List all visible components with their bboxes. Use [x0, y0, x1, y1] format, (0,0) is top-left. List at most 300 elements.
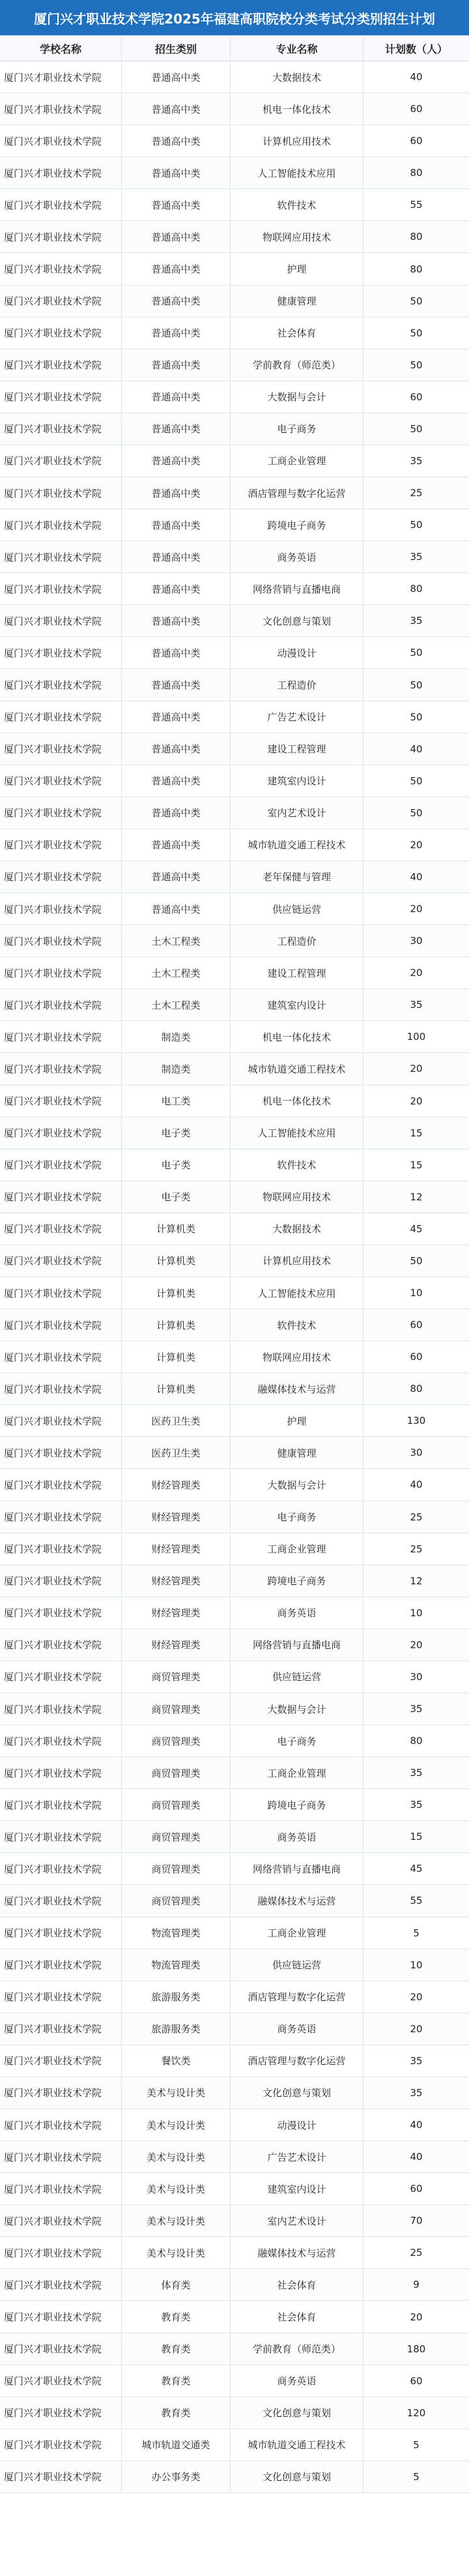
cell-major: 商务英语	[231, 541, 363, 572]
cell-plan-count: 50	[410, 679, 423, 691]
cell-plan-count: 100	[406, 1031, 426, 1043]
cell-plan-count: 80	[410, 263, 423, 275]
cell-major: 大数据与会计	[231, 1693, 363, 1725]
cell-school-name: 厦门兴才职业技术学院	[0, 413, 122, 445]
cell-plan-count: 80	[410, 1735, 423, 1747]
cell-school-name: 厦门兴才职业技术学院	[0, 349, 122, 381]
cell-category: 普通高中类	[122, 829, 231, 861]
cell-plan-count: 55	[410, 1895, 423, 1907]
cell-category: 商贸管理类	[122, 1757, 231, 1788]
table-row	[0, 1086, 469, 1118]
cell-major: 护理	[231, 253, 363, 284]
cell-category: 物流管理类	[122, 1917, 231, 1949]
table-row	[0, 829, 469, 861]
cell-major: 软件技术	[231, 1149, 363, 1181]
cell-category: 美术与设计类	[122, 2141, 231, 2172]
cell-major: 广告艺术设计	[231, 2141, 363, 2172]
cell-category: 普通高中类	[122, 157, 231, 188]
table-row	[0, 1309, 469, 1341]
table-row	[0, 1213, 469, 1245]
cell-plan-count: 10	[410, 1606, 423, 1619]
cell-school-name: 厦门兴才职业技术学院	[0, 1661, 122, 1693]
cell-plan-count: 60	[410, 1319, 423, 1331]
cell-category: 财经管理类	[122, 1533, 231, 1565]
cell-plan-count: 35	[410, 454, 423, 467]
cell-plan-count: 15	[410, 1159, 423, 1171]
table-row	[0, 797, 469, 829]
cell-school-name: 厦门兴才职业技术学院	[0, 477, 122, 509]
cell-plan-count: 60	[410, 391, 423, 403]
cell-major: 工商企业管理	[231, 445, 363, 477]
cell-major: 跨境电子商务	[231, 1789, 363, 1820]
cell-category: 医药卫生类	[122, 1437, 231, 1468]
cell-school-name: 厦门兴才职业技术学院	[0, 2205, 122, 2236]
cell-school-name: 厦门兴才职业技术学院	[0, 1405, 122, 1436]
cell-plan-count: 35	[410, 1767, 423, 1779]
table-row	[0, 125, 469, 157]
table-row	[0, 573, 469, 605]
table-row	[0, 893, 469, 925]
cell-plan-count: 50	[410, 295, 423, 307]
cell-category: 普通高中类	[122, 189, 231, 220]
table-row	[0, 1053, 469, 1085]
cell-major: 室内艺术设计	[231, 2205, 363, 2236]
cell-category: 办公事务类	[122, 2461, 231, 2493]
cell-plan-count: 60	[410, 103, 423, 115]
header-school-name: 学校名称	[0, 36, 122, 61]
cell-category: 普通高中类	[122, 605, 231, 636]
table-row	[0, 605, 469, 637]
cell-school-name: 厦门兴才职业技术学院	[0, 1118, 122, 1149]
table-row	[0, 541, 469, 573]
cell-plan-count: 50	[410, 327, 423, 339]
table-row	[0, 1277, 469, 1309]
cell-plan-count: 35	[410, 2054, 423, 2067]
cell-major: 软件技术	[231, 1309, 363, 1340]
cell-major: 跨境电子商务	[231, 509, 363, 540]
cell-plan-count: 12	[410, 1575, 423, 1587]
table-row	[0, 989, 469, 1021]
header-major: 专业名称	[231, 36, 363, 61]
table-row	[0, 669, 469, 701]
cell-major: 机电一体化技术	[231, 93, 363, 125]
cell-school-name: 厦门兴才职业技术学院	[0, 1437, 122, 1468]
cell-major: 供应链运营	[231, 893, 363, 925]
table-row	[0, 2269, 469, 2301]
cell-school-name: 厦门兴才职业技术学院	[0, 605, 122, 636]
table-row	[0, 733, 469, 765]
cell-plan-count: 50	[410, 647, 423, 659]
cell-plan-count: 40	[410, 2151, 423, 2163]
cell-plan-count: 80	[410, 1383, 423, 1395]
cell-major: 室内艺术设计	[231, 797, 363, 829]
cell-school-name: 厦门兴才职业技术学院	[0, 2301, 122, 2332]
cell-school-name: 厦门兴才职业技术学院	[0, 381, 122, 413]
cell-school-name: 厦门兴才职业技术学院	[0, 1917, 122, 1949]
cell-category: 制造类	[122, 1021, 231, 1052]
cell-category: 财经管理类	[122, 1629, 231, 1661]
table-row	[0, 1437, 469, 1469]
cell-school-name: 厦门兴才职业技术学院	[0, 2397, 122, 2429]
table-row	[0, 2013, 469, 2045]
cell-school-name: 厦门兴才职业技术学院	[0, 1181, 122, 1213]
cell-major: 老年保健与管理	[231, 861, 363, 893]
cell-plan-count: 20	[410, 1063, 423, 1075]
cell-school-name: 厦门兴才职业技术学院	[0, 1373, 122, 1404]
cell-school-name: 厦门兴才职业技术学院	[0, 2077, 122, 2109]
table-row	[0, 2045, 469, 2077]
cell-plan-count: 12	[410, 1191, 423, 1203]
cell-plan-count: 25	[410, 1543, 423, 1555]
cell-major: 商务英语	[231, 1821, 363, 1852]
cell-plan-count: 5	[413, 2438, 419, 2451]
cell-major: 广告艺术设计	[231, 702, 363, 733]
cell-category: 电子类	[122, 1149, 231, 1181]
table-row	[0, 1118, 469, 1149]
cell-major: 文化创意与策划	[231, 605, 363, 636]
cell-plan-count: 40	[410, 2119, 423, 2131]
cell-plan-count: 30	[410, 935, 423, 947]
cell-school-name: 厦门兴才职业技术学院	[0, 541, 122, 572]
cell-category: 美术与设计类	[122, 2237, 231, 2268]
cell-major: 物联网应用技术	[231, 1341, 363, 1372]
cell-school-name: 厦门兴才职业技术学院	[0, 1693, 122, 1725]
cell-major: 工商企业管理	[231, 1533, 363, 1565]
table-row	[0, 93, 469, 125]
cell-category: 计算机类	[122, 1309, 231, 1340]
cell-category: 财经管理类	[122, 1565, 231, 1597]
cell-school-name: 厦门兴才职业技术学院	[0, 1981, 122, 2013]
cell-school-name: 厦门兴才职业技术学院	[0, 765, 122, 797]
cell-school-name: 厦门兴才职业技术学院	[0, 1821, 122, 1852]
table-row	[0, 2301, 469, 2333]
table-row	[0, 702, 469, 733]
cell-major: 健康管理	[231, 286, 363, 317]
cell-category: 商贸管理类	[122, 1853, 231, 1884]
cell-category: 物流管理类	[122, 1949, 231, 1981]
table-row	[0, 318, 469, 349]
cell-category: 普通高中类	[122, 221, 231, 252]
cell-school-name: 厦门兴才职业技术学院	[0, 1949, 122, 1981]
cell-major: 融媒体技术与运营	[231, 1885, 363, 1916]
cell-major: 工商企业管理	[231, 1757, 363, 1788]
cell-school-name: 厦门兴才职业技术学院	[0, 2429, 122, 2461]
cell-major: 城市轨道交通工程技术	[231, 829, 363, 861]
cell-major: 电子商务	[231, 1725, 363, 1756]
cell-plan-count: 50	[410, 519, 423, 531]
cell-plan-count: 50	[410, 711, 423, 723]
cell-category: 电子类	[122, 1181, 231, 1213]
cell-major: 社会体育	[231, 318, 363, 349]
cell-plan-count: 20	[410, 2311, 423, 2323]
cell-plan-count: 50	[410, 422, 423, 435]
cell-major: 社会体育	[231, 2301, 363, 2332]
table-row	[0, 2237, 469, 2269]
cell-major: 工程造价	[231, 669, 363, 700]
cell-plan-count: 60	[410, 1351, 423, 1363]
cell-school-name: 厦门兴才职业技术学院	[0, 1533, 122, 1565]
cell-school-name: 厦门兴才职业技术学院	[0, 1245, 122, 1277]
table-row	[0, 157, 469, 189]
cell-plan-count: 9	[413, 2279, 419, 2291]
cell-category: 教育类	[122, 2365, 231, 2397]
table-row	[0, 1405, 469, 1437]
cell-category: 美术与设计类	[122, 2205, 231, 2236]
cell-major: 大数据技术	[231, 61, 363, 93]
cell-school-name: 厦门兴才职业技术学院	[0, 2461, 122, 2493]
table-row	[0, 1885, 469, 1917]
cell-category: 医药卫生类	[122, 1405, 231, 1436]
cell-category: 商贸管理类	[122, 1661, 231, 1693]
cell-major: 物联网应用技术	[231, 221, 363, 252]
cell-school-name: 厦门兴才职业技术学院	[0, 509, 122, 540]
cell-category: 计算机类	[122, 1373, 231, 1404]
cell-school-name: 厦门兴才职业技术学院	[0, 669, 122, 700]
cell-major: 机电一体化技术	[231, 1086, 363, 1117]
table-row	[0, 1981, 469, 2013]
cell-plan-count: 180	[406, 2343, 426, 2355]
table-row	[0, 1917, 469, 1949]
cell-plan-count: 20	[410, 967, 423, 979]
cell-school-name: 厦门兴才职业技术学院	[0, 2013, 122, 2045]
cell-school-name: 厦门兴才职业技术学院	[0, 2333, 122, 2365]
cell-major: 计算机应用技术	[231, 1245, 363, 1277]
table-row	[0, 2365, 469, 2397]
table-row	[0, 1789, 469, 1821]
cell-school-name: 厦门兴才职业技术学院	[0, 2173, 122, 2204]
cell-major: 城市轨道交通工程技术	[231, 1053, 363, 1084]
cell-category: 电子类	[122, 1118, 231, 1149]
table-row	[0, 381, 469, 413]
cell-major: 计算机应用技术	[231, 125, 363, 156]
cell-category: 商贸管理类	[122, 1725, 231, 1756]
table-row	[0, 509, 469, 541]
cell-category: 商贸管理类	[122, 1693, 231, 1725]
table-row	[0, 925, 469, 957]
table-row	[0, 445, 469, 477]
cell-school-name: 厦门兴才职业技术学院	[0, 1629, 122, 1661]
cell-major: 健康管理	[231, 1437, 363, 1468]
cell-major: 商务英语	[231, 2365, 363, 2397]
table-row	[0, 637, 469, 669]
cell-category: 普通高中类	[122, 861, 231, 893]
cell-school-name: 厦门兴才职业技术学院	[0, 637, 122, 668]
cell-school-name: 厦门兴才职业技术学院	[0, 286, 122, 317]
cell-major: 人工智能技术应用	[231, 157, 363, 188]
table-row	[0, 477, 469, 509]
cell-plan-count: 5	[413, 1927, 419, 1939]
cell-major: 大数据与会计	[231, 381, 363, 413]
cell-school-name: 厦门兴才职业技术学院	[0, 2045, 122, 2077]
cell-category: 计算机类	[122, 1213, 231, 1245]
cell-major: 工程造价	[231, 925, 363, 956]
cell-plan-count: 20	[410, 1991, 423, 2003]
table-row	[0, 1533, 469, 1565]
table-row	[0, 1149, 469, 1181]
table-row	[0, 1245, 469, 1277]
table-row	[0, 1181, 469, 1213]
cell-category: 美术与设计类	[122, 2077, 231, 2109]
cell-major: 城市轨道交通工程技术	[231, 2429, 363, 2461]
cell-major: 学前教育（师范类）	[231, 349, 363, 381]
cell-school-name: 厦门兴才职业技术学院	[0, 157, 122, 188]
table-body	[0, 61, 469, 2493]
cell-plan-count: 45	[410, 1222, 423, 1235]
table-row	[0, 1341, 469, 1373]
header-plan-count: 计划数（人）	[384, 42, 448, 55]
table-row	[0, 1502, 469, 1533]
cell-category: 美术与设计类	[122, 2109, 231, 2140]
table-row	[0, 286, 469, 318]
cell-category: 土木工程类	[122, 989, 231, 1020]
cell-school-name: 厦门兴才职业技术学院	[0, 861, 122, 893]
cell-plan-count: 15	[410, 1831, 423, 1843]
cell-plan-count: 45	[410, 1863, 423, 1875]
cell-school-name: 厦门兴才职业技术学院	[0, 93, 122, 125]
cell-category: 普通高中类	[122, 286, 231, 317]
cell-category: 旅游服务类	[122, 2013, 231, 2045]
cell-school-name: 厦门兴才职业技术学院	[0, 1853, 122, 1884]
cell-major: 社会体育	[231, 2269, 363, 2300]
cell-school-name: 厦门兴才职业技术学院	[0, 2237, 122, 2268]
cell-major: 酒店管理与数字化运营	[231, 477, 363, 509]
table-row	[0, 1821, 469, 1853]
cell-category: 普通高中类	[122, 765, 231, 797]
cell-school-name: 厦门兴才职业技术学院	[0, 1757, 122, 1788]
cell-plan-count: 5	[413, 2470, 419, 2483]
page-title: 厦门兴才职业技术学院2025年福建高职院校分类考试分类别招生计划	[0, 0, 469, 36]
cell-major: 建筑室内设计	[231, 2173, 363, 2204]
cell-category: 普通高中类	[122, 349, 231, 381]
cell-plan-count: 50	[410, 807, 423, 819]
cell-category: 教育类	[122, 2301, 231, 2332]
cell-plan-count: 35	[410, 999, 423, 1011]
cell-school-name: 厦门兴才职业技术学院	[0, 445, 122, 477]
table-row	[0, 1565, 469, 1597]
cell-school-name: 厦门兴才职业技术学院	[0, 2269, 122, 2300]
cell-category: 普通高中类	[122, 702, 231, 733]
table-row	[0, 1597, 469, 1629]
cell-category: 普通高中类	[122, 509, 231, 540]
cell-school-name: 厦门兴才职业技术学院	[0, 1565, 122, 1597]
cell-school-name: 厦门兴才职业技术学院	[0, 1021, 122, 1052]
table-row	[0, 413, 469, 445]
cell-school-name: 厦门兴才职业技术学院	[0, 1149, 122, 1181]
cell-major: 物联网应用技术	[231, 1181, 363, 1213]
cell-category: 教育类	[122, 2397, 231, 2429]
cell-major: 融媒体技术与运营	[231, 2237, 363, 2268]
cell-major: 动漫设计	[231, 2109, 363, 2140]
cell-plan-count: 25	[410, 1511, 423, 1523]
cell-plan-count: 60	[410, 2183, 423, 2195]
cell-school-name: 厦门兴才职业技术学院	[0, 221, 122, 252]
cell-major: 大数据与会计	[231, 1469, 363, 1500]
cell-category: 商贸管理类	[122, 1821, 231, 1852]
cell-plan-count: 10	[410, 1287, 423, 1299]
cell-school-name: 厦门兴才职业技术学院	[0, 189, 122, 220]
cell-category: 普通高中类	[122, 125, 231, 156]
cell-school-name: 厦门兴才职业技术学院	[0, 1341, 122, 1372]
cell-major: 网络营销与直播电商	[231, 573, 363, 604]
cell-major: 文化创意与策划	[231, 2397, 363, 2429]
cell-major: 建筑室内设计	[231, 765, 363, 797]
cell-plan-count: 50	[410, 775, 423, 787]
cell-plan-count: 60	[410, 2375, 423, 2387]
cell-major: 网络营销与直播电商	[231, 1629, 363, 1661]
cell-category: 普通高中类	[122, 637, 231, 668]
cell-category: 普通高中类	[122, 61, 231, 93]
table-row	[0, 1661, 469, 1693]
cell-plan-count: 20	[410, 1095, 423, 1107]
cell-school-name: 厦门兴才职业技术学院	[0, 1053, 122, 1084]
cell-major: 酒店管理与数字化运营	[231, 1981, 363, 2013]
cell-school-name: 厦门兴才职业技术学院	[0, 797, 122, 829]
cell-major: 建筑室内设计	[231, 989, 363, 1020]
cell-plan-count: 20	[410, 1638, 423, 1651]
cell-category: 普通高中类	[122, 573, 231, 604]
cell-major: 融媒体技术与运营	[231, 1373, 363, 1404]
cell-category: 体育类	[122, 2269, 231, 2300]
cell-plan-count: 20	[410, 903, 423, 915]
cell-category: 财经管理类	[122, 1502, 231, 1533]
cell-category: 普通高中类	[122, 477, 231, 509]
cell-major: 工商企业管理	[231, 1917, 363, 1949]
cell-plan-count: 35	[410, 551, 423, 563]
cell-school-name: 厦门兴才职业技术学院	[0, 957, 122, 988]
cell-plan-count: 80	[410, 231, 423, 243]
cell-major: 软件技术	[231, 189, 363, 220]
cell-school-name: 厦门兴才职业技术学院	[0, 1725, 122, 1756]
cell-plan-count: 50	[410, 359, 423, 371]
cell-plan-count: 40	[410, 71, 423, 83]
cell-category: 财经管理类	[122, 1597, 231, 1629]
cell-school-name: 厦门兴才职业技术学院	[0, 61, 122, 93]
table-row	[0, 2109, 469, 2141]
cell-school-name: 厦门兴才职业技术学院	[0, 925, 122, 956]
cell-category: 普通高中类	[122, 318, 231, 349]
cell-school-name: 厦门兴才职业技术学院	[0, 1469, 122, 1500]
cell-category: 普通高中类	[122, 797, 231, 829]
cell-major: 网络营销与直播电商	[231, 1853, 363, 1884]
table-row	[0, 765, 469, 797]
cell-category: 土木工程类	[122, 925, 231, 956]
cell-school-name: 厦门兴才职业技术学院	[0, 733, 122, 765]
cell-major: 人工智能技术应用	[231, 1118, 363, 1149]
cell-plan-count: 15	[410, 1127, 423, 1139]
table-row	[0, 1021, 469, 1053]
cell-major: 护理	[231, 1405, 363, 1436]
cell-plan-count: 35	[410, 1703, 423, 1715]
cell-plan-count: 55	[410, 199, 423, 211]
cell-category: 普通高中类	[122, 253, 231, 284]
cell-category: 教育类	[122, 2333, 231, 2365]
cell-plan-count: 60	[410, 135, 423, 147]
cell-school-name: 厦门兴才职业技术学院	[0, 2109, 122, 2140]
cell-plan-count: 20	[410, 838, 423, 851]
cell-major: 电子商务	[231, 413, 363, 445]
cell-category: 电工类	[122, 1086, 231, 1117]
cell-plan-count: 80	[410, 167, 423, 179]
table-row	[0, 957, 469, 989]
cell-plan-count: 50	[410, 1254, 423, 1267]
cell-plan-count: 25	[410, 2247, 423, 2259]
cell-major: 人工智能技术应用	[231, 1277, 363, 1309]
cell-category: 餐饮类	[122, 2045, 231, 2077]
cell-major: 文化创意与策划	[231, 2461, 363, 2493]
cell-major: 电子商务	[231, 1502, 363, 1533]
cell-school-name: 厦门兴才职业技术学院	[0, 125, 122, 156]
cell-school-name: 厦门兴才职业技术学院	[0, 318, 122, 349]
